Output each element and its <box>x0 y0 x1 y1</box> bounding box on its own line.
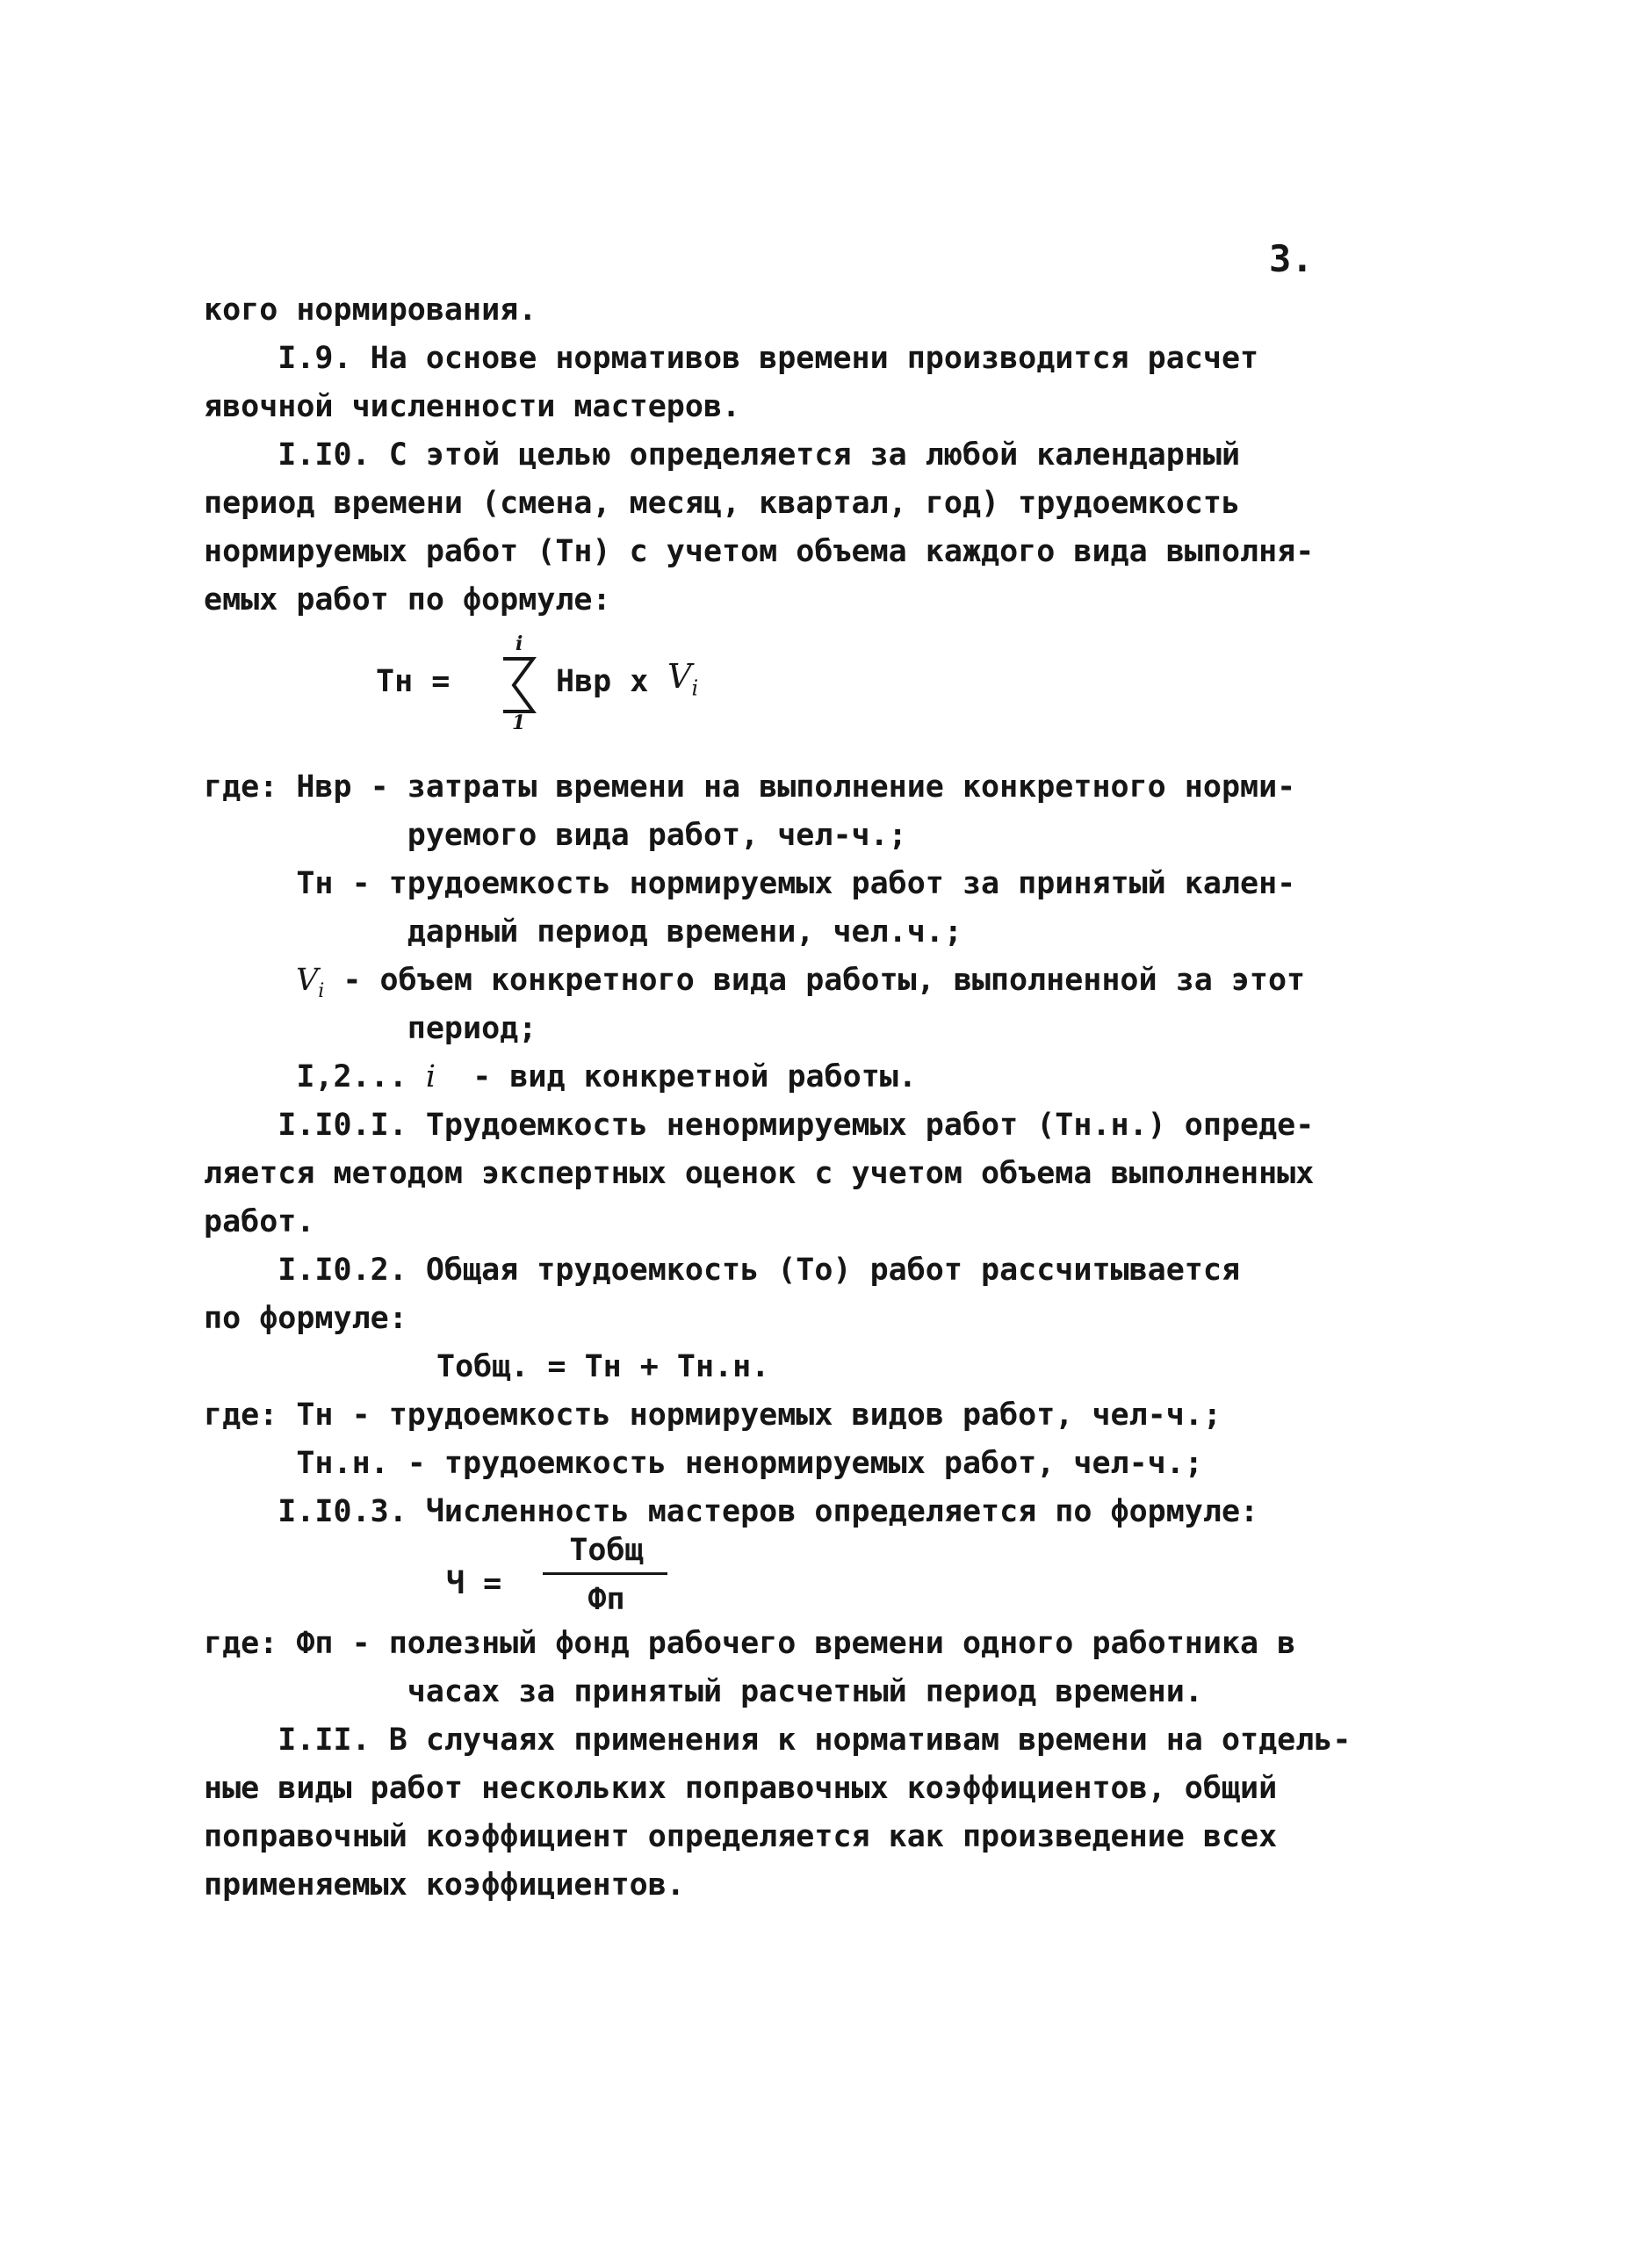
definition-line: часах за принятый расчетный период времени. <box>204 1674 1203 1709</box>
formula-headcount <box>446 1515 674 1621</box>
sum-upper-limit: i <box>515 632 523 655</box>
formula-lhs: Ч = <box>446 1566 502 1601</box>
fraction-denominator: Фп <box>588 1582 625 1617</box>
formula-lhs: Тн = <box>376 664 451 699</box>
text-line: явочной численности мастеров. <box>204 389 741 424</box>
formula-labor-intensity <box>376 615 745 738</box>
text-line: ляется методом экспертных оценок с учетом объема выполненных <box>204 1156 1315 1191</box>
text-line: работ. <box>204 1204 315 1239</box>
definition-line: руемого вида работ, чел-ч.; <box>204 818 907 853</box>
definition-line: $V_i$ - объем конкретного вида работы, выполненной за этот <box>296 963 1306 1002</box>
definition-line: Тн.н. - трудоемкость ненормируемых работ, чел-ч.; <box>204 1446 1203 1481</box>
text-line: период времени (смена, месяц, квартал, год) трудоемкость <box>204 486 1241 521</box>
definition-line: дарный период времени, чел.ч.; <box>204 914 962 950</box>
text-line: емых работ по формуле: <box>204 582 611 618</box>
fraction-bar <box>543 1572 667 1575</box>
formula-rhs: Нвр x <box>556 664 649 699</box>
definition-line: где: Фп - полезный фонд рабочего времени одного работника в <box>204 1626 1296 1661</box>
definition-line: период; <box>204 1011 537 1046</box>
definition-line: где: Нвр - затраты времени на выполнение конкретного норми- <box>204 769 1296 805</box>
summation-sign <box>494 632 544 729</box>
definition-line: I,2... i - вид конкретной работы. <box>204 1059 917 1094</box>
text-line: I.I0.2. Общая трудоемкость (То) работ рассчитывается <box>204 1253 1241 1288</box>
fraction-numerator: Тобщ <box>569 1533 644 1568</box>
page-number: 3. <box>1269 237 1314 280</box>
text-line: I.II. В случаях применения к нормативам времени на отдель- <box>204 1723 1352 1758</box>
definition-line: Тн - трудоемкость нормируемых работ за принятый кален- <box>204 866 1296 901</box>
text-line: поправочный коэффициент определяется как произведение всех <box>204 1819 1278 1854</box>
text-line: кого нормирования. <box>204 293 537 328</box>
text-line: I.9. На основе нормативов времени производится расчет <box>204 341 1259 376</box>
text-line: I.I0.3. Численность мастеров определяется по формуле: <box>204 1494 1259 1529</box>
volume-symbol: $V_i$ <box>667 657 699 701</box>
text-line: нормируемых работ (Тн) с учетом объема каждого вида выполня- <box>204 534 1315 569</box>
text-line: ные виды работ нескольких поправочных коэффициентов, общий <box>204 1771 1278 1806</box>
text-line: I.I0.I. Трудоемкость ненормируемых работ (Тн.н.) опреде- <box>204 1108 1315 1143</box>
sum-lower-limit: 1 <box>512 711 526 729</box>
formula-total-labor: Тобщ. = Тн + Тн.н. <box>436 1349 770 1384</box>
text-line: I.I0. С этой целью определяется за любой календарный <box>204 437 1241 473</box>
definition-line: где: Тн - трудоемкость нормируемых видов работ, чел-ч.; <box>204 1398 1222 1433</box>
text-line: по формуле: <box>204 1301 407 1336</box>
text-line: применяемых коэффициентов. <box>204 1867 685 1903</box>
